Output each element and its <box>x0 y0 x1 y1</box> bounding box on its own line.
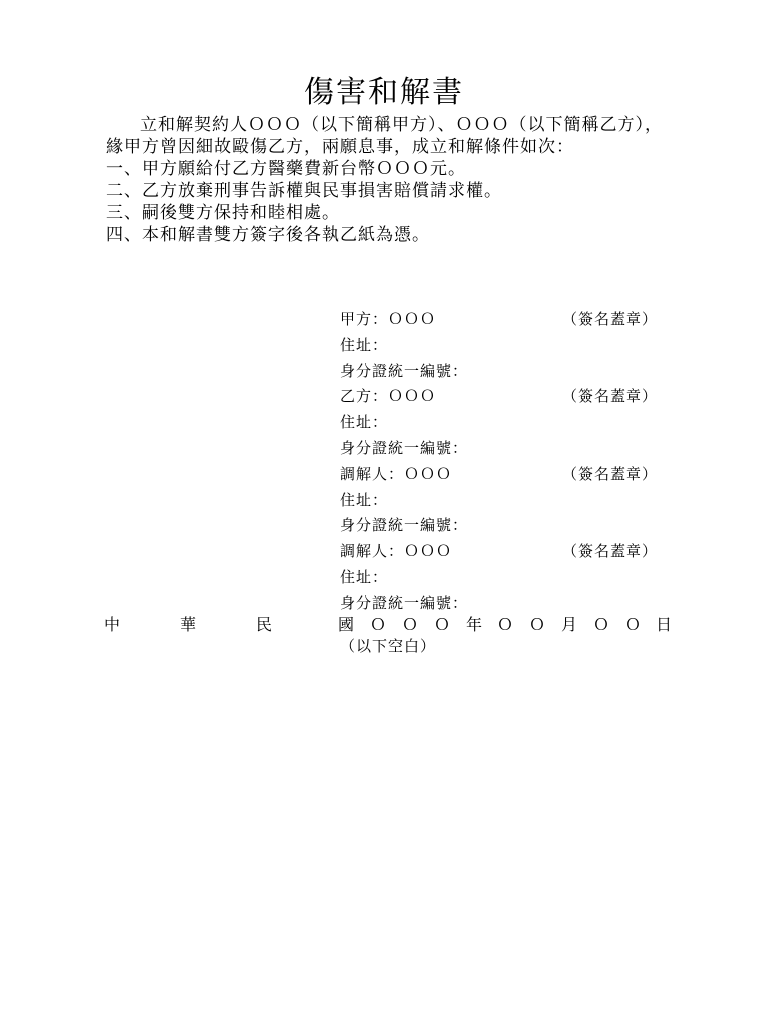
clause-1: 一、甲方願給付乙方醫藥費新台幣ＯＯＯ元。 <box>106 159 466 179</box>
date-month-digit: Ｏ <box>497 615 514 634</box>
date-era-char: 華 <box>180 615 197 634</box>
mediator-1-address: 住址： <box>340 490 389 509</box>
signature-block <box>340 307 670 617</box>
id-number-row <box>340 513 670 539</box>
address-row <box>340 488 670 514</box>
document-title: 傷害和解書 <box>304 75 464 110</box>
party-a-name: 甲方：ＯＯＯ <box>340 310 437 328</box>
clause-3: 三、嗣後雙方保持和睦相處。 <box>106 203 340 223</box>
blank-below-note: （以下空白） <box>340 637 437 655</box>
signature-mark: （簽名蓋章） <box>562 387 659 406</box>
signature-mark: （簽名蓋章） <box>562 310 659 328</box>
signature-party-row <box>340 384 670 410</box>
clause-2: 二、乙方放棄刑事告訴權與民事損害賠償請求權。 <box>106 181 502 201</box>
date-day-digit: Ｏ <box>625 615 642 634</box>
date-year-digit: Ｏ <box>370 615 387 634</box>
signature-mark: （簽名蓋章） <box>562 464 659 483</box>
date-year-digit: Ｏ <box>402 615 419 634</box>
id-number-row <box>340 436 670 462</box>
date-day-digit: Ｏ <box>593 615 610 634</box>
intro-paragraph: 立和解契約人ＯＯＯ（以下簡稱甲方）、ＯＯＯ（以下簡稱乙方），緣甲方曾因細故毆傷乙方，兩願息事，成立和解條件如次： <box>106 115 663 157</box>
signature-party-row <box>340 307 670 333</box>
address-row <box>340 410 670 436</box>
date-month-digit: Ｏ <box>529 615 546 634</box>
signature-party-row <box>340 539 670 565</box>
party-b-address: 住址： <box>340 413 389 432</box>
date-era-char: 中 <box>104 615 121 634</box>
date-era-char: 民 <box>256 615 273 634</box>
party-b-name: 乙方：ＯＯＯ <box>340 387 437 406</box>
date-year-unit: 年 <box>466 615 483 634</box>
date-line <box>104 613 673 637</box>
party-a-id-number: 身分證統一編號： <box>340 361 469 380</box>
clause-4: 四、本和解書雙方簽字後各執乙紙為憑。 <box>106 225 430 245</box>
date-year-digit: Ｏ <box>434 615 451 634</box>
mediator-2-address: 住址： <box>340 567 389 586</box>
signature-mark: （簽名蓋章） <box>562 542 659 561</box>
date-era-char: 國 <box>338 615 355 634</box>
mediator-2-id-number: 身分證統一編號： <box>340 593 469 612</box>
address-row <box>340 565 670 591</box>
party-a-address: 住址： <box>340 335 389 354</box>
date-day-unit: 日 <box>656 615 673 634</box>
mediator-2-name: 調解人：ＯＯＯ <box>340 542 453 561</box>
id-number-row <box>340 359 670 385</box>
party-b-id-number: 身分證統一編號： <box>340 438 469 457</box>
address-row <box>340 333 670 359</box>
signature-party-row <box>340 462 670 488</box>
mediator-1-id-number: 身分證統一編號： <box>340 516 469 535</box>
mediator-1-name: 調解人：ＯＯＯ <box>340 464 453 483</box>
date-month-unit: 月 <box>561 615 578 634</box>
agreement-body <box>106 114 671 246</box>
